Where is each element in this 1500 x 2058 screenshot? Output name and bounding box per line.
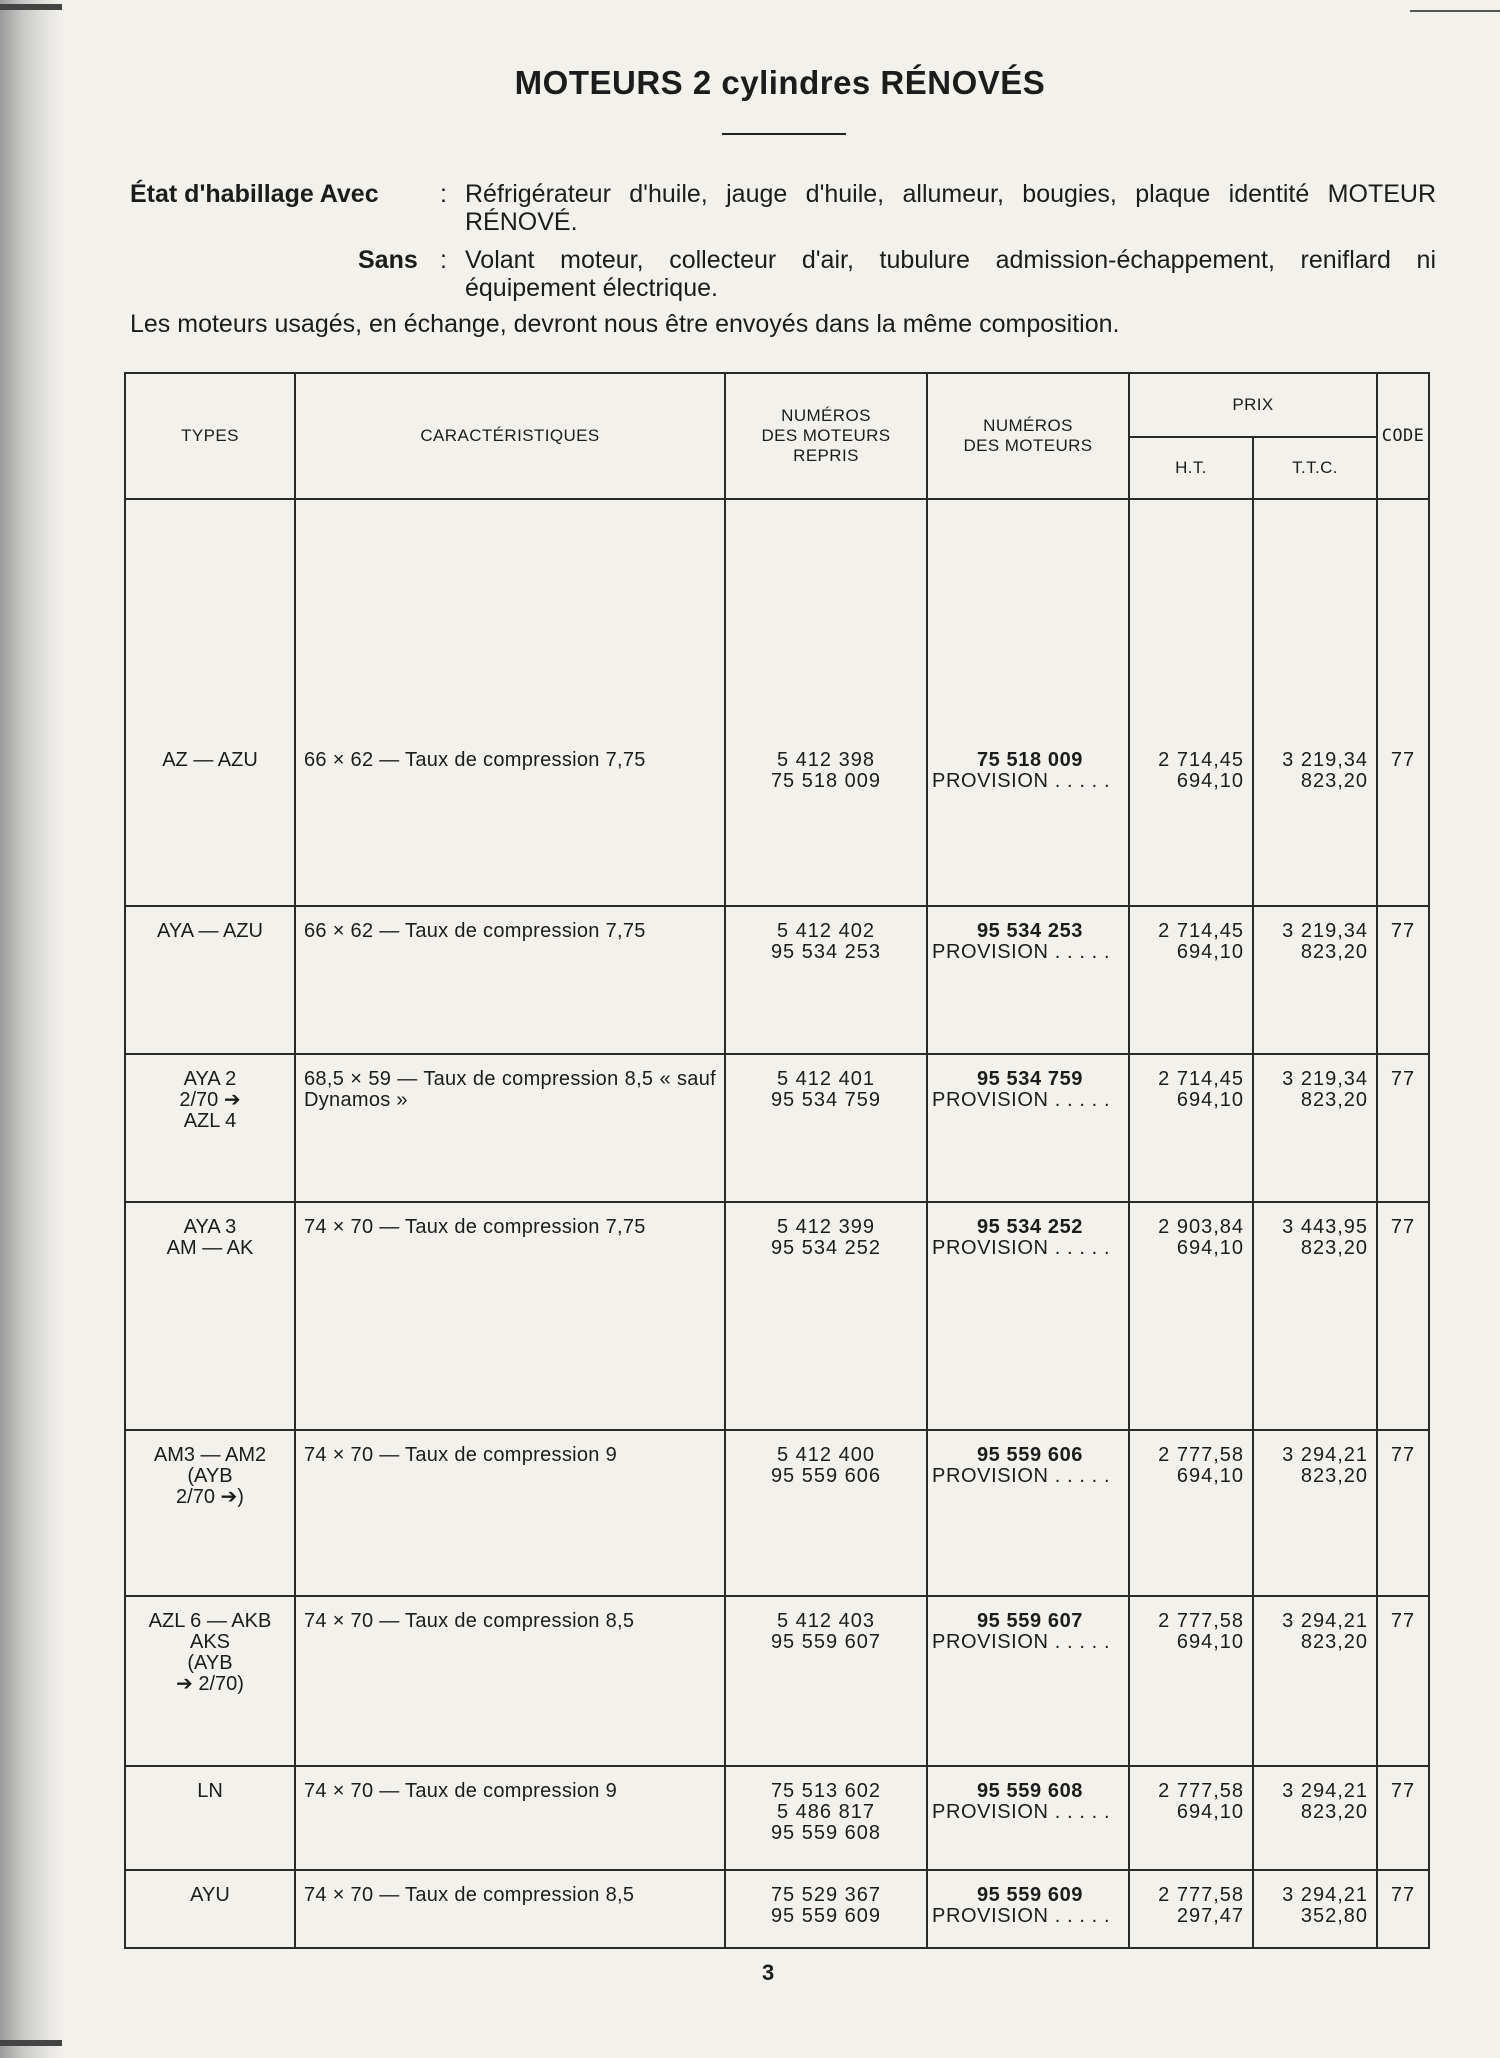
prix-ht-values [1130,1055,1252,1111]
blank-cell [295,499,725,736]
header-code-label: CODE [1381,426,1425,446]
table-row [125,1870,1429,1948]
type-text [126,1431,294,1508]
caracteristiques-cell [295,1430,725,1596]
header-repris [725,373,927,499]
repris-number: 95 559 607 [770,1631,882,1653]
moteur-cell [927,1202,1129,1430]
type-cell [125,736,295,906]
moteur-number: 95 559 606 [976,1444,1084,1466]
caracteristiques-cell [295,1596,725,1766]
page-title: MOTEURS 2 cylindres RÉNOVÉS [514,64,1046,101]
header-moteurs-line: NUMÉROS [983,416,1073,435]
type-line: AKS [189,1631,231,1653]
caracteristiques-cell [295,736,725,906]
prix-ttc-value: 823,20 [1300,770,1368,792]
type-text [126,1055,294,1132]
code-cell [1377,1870,1429,1948]
prix-ttc-value: 3 443,95 [1282,1216,1368,1238]
type-text [126,736,294,771]
code-cell [1377,1202,1429,1430]
type-line: AYU [190,1884,230,1906]
code-cell [1377,1430,1429,1596]
type-text [126,1871,294,1906]
header-repris-line: NUMÉROS [781,406,871,425]
table-row [125,1202,1429,1430]
repris-number: 75 518 009 [770,770,882,792]
prix-ht-value: 694,10 [1176,770,1244,792]
prix-ttc-value: 3 294,21 [1282,1610,1368,1632]
type-line: AZL 6 — AKB [148,1610,272,1632]
code-cell [1377,1596,1429,1766]
header-ht-label: H.T. [1175,458,1207,477]
prix-ttc-values [1254,1055,1376,1111]
prix-ht-value: 694,10 [1176,1089,1244,1111]
prix-ttc-cell [1253,906,1377,1054]
prix-ttc-values [1254,907,1376,963]
sans-colon: : [440,246,447,274]
prix-ttc-values [1254,1871,1376,1927]
caracteristiques-text: 74 × 70 — Taux de compression 7,75 [304,1216,646,1238]
code-value: 77 [1390,1780,1416,1802]
prix-ttc-cell [1253,1202,1377,1430]
caracteristiques-cell [295,1202,725,1430]
repris-number: 95 534 759 [770,1089,882,1111]
type-line: (AYB [187,1652,233,1674]
provision-label: PROVISION . . . . . [932,1905,1111,1927]
sans-text: Volant moteur, collecteur d'air, tubulure admission-échappement, reniflard ni équipement électrique. [465,246,1436,302]
blank-cell [125,499,295,736]
prix-ht-value: 297,47 [1176,1905,1244,1927]
type-line: AM — AK [166,1237,254,1259]
prix-ht-values [1130,907,1252,963]
repris-cell [725,1766,927,1870]
prix-ttc-value: 823,20 [1300,1631,1368,1653]
caracteristiques-text: 74 × 70 — Taux de compression 9 [304,1444,618,1466]
code-cell [1377,736,1429,906]
type-text [126,1767,294,1802]
caracteristiques-cell [295,1054,725,1202]
code-cell [1377,906,1429,1054]
prix-ttc-value: 823,20 [1300,941,1368,963]
type-text [126,1203,294,1259]
prix-ht-value: 2 777,58 [1158,1884,1244,1906]
caracteristiques-text: 66 × 62 — Taux de compression 7,75 [304,749,646,771]
moteur-numbers [928,1203,1128,1259]
type-line: AM3 — AM2 [153,1444,267,1466]
prix-ht-cell [1129,1054,1253,1202]
prix-ttc-value: 3 294,21 [1282,1884,1368,1906]
type-cell [125,1870,295,1948]
prix-ttc-values [1254,1431,1376,1487]
repris-cell [725,1870,927,1948]
header-moteurs-line: DES MOTEURS [963,436,1093,455]
repris-number: 5 412 402 [777,920,875,942]
repris-numbers [726,1431,926,1487]
repris-number: 5 412 403 [777,1610,875,1632]
table-row [125,1766,1429,1870]
type-line: AYA — AZU [157,920,263,942]
scan-edge-mark [0,4,62,10]
code-value: 77 [1390,1216,1416,1238]
type-text [126,1597,294,1695]
prix-ht-values [1130,736,1252,792]
blank-cell [1377,499,1429,736]
prix-ht-cell [1129,1202,1253,1430]
avec-colon: : [440,180,447,208]
prix-ht-value: 2 777,58 [1158,1610,1244,1632]
provision-label: PROVISION . . . . . [932,941,1111,963]
moteur-cell [927,736,1129,906]
prix-ht-value: 2 777,58 [1158,1444,1244,1466]
type-cell [125,1766,295,1870]
repris-number: 95 534 253 [770,941,882,963]
repris-cell [725,906,927,1054]
avec-label: État d'habillage Avec [130,180,379,208]
repris-numbers [726,1597,926,1653]
table-row [125,1430,1429,1596]
title-underline [722,133,846,135]
prix-ht-value: 2 777,58 [1158,1780,1244,1802]
prix-ht-values [1130,1203,1252,1259]
type-line: AZL 4 [183,1110,237,1132]
prix-ttc-values [1254,736,1376,792]
code-cell [1377,1766,1429,1870]
type-cell [125,1430,295,1596]
header-prix-label: PRIX [1232,395,1274,414]
type-line: 2/70 ➔ [179,1089,241,1111]
moteur-numbers [928,1871,1128,1927]
scan-edge-shadow [0,0,64,2058]
scan-corner-line [1410,10,1500,12]
caracteristiques-text: 74 × 70 — Taux de compression 8,5 [304,1610,635,1632]
prix-ht-value: 2 714,45 [1158,920,1244,942]
repris-cell [725,1202,927,1430]
prix-ht-value: 2 903,84 [1158,1216,1244,1238]
provision-label: PROVISION . . . . . [932,770,1111,792]
prix-ht-cell [1129,906,1253,1054]
code-value: 77 [1390,1884,1416,1906]
caracteristiques-text: 66 × 62 — Taux de compression 7,75 [304,920,646,942]
header-types [125,373,295,499]
prix-ht-values [1130,1871,1252,1927]
repris-cell [725,1596,927,1766]
repris-numbers [726,907,926,963]
sans-label: Sans [358,246,418,274]
repris-numbers [726,1871,926,1927]
type-line: AYA 2 [183,1068,237,1090]
moteur-numbers [928,736,1128,792]
type-cell [125,1202,295,1430]
prix-ht-value: 694,10 [1176,1237,1244,1259]
prix-ttc-value: 3 294,21 [1282,1444,1368,1466]
repris-number: 95 559 609 [770,1905,882,1927]
prix-ttc-value: 352,80 [1300,1905,1368,1927]
intro-note: Les moteurs usagés, en échange, devront nous être envoyés dans la même composition. [130,310,1120,338]
prix-ht-cell [1129,1596,1253,1766]
header-prix [1129,373,1377,437]
prix-ht-value: 2 714,45 [1158,1068,1244,1090]
prix-ttc-value: 823,20 [1300,1801,1368,1823]
prix-ttc-cell [1253,1596,1377,1766]
code-value: 77 [1390,920,1416,942]
code-value: 77 [1390,1444,1416,1466]
provision-label: PROVISION . . . . . [932,1237,1111,1259]
table-row [125,1596,1429,1766]
caracteristiques-text: 74 × 70 — Taux de compression 8,5 [304,1884,635,1906]
blank-cell [1129,499,1253,736]
prix-ttc-values [1254,1767,1376,1823]
type-line: LN [197,1780,223,1802]
header-types-label: TYPES [181,426,239,445]
moteur-numbers [928,1431,1128,1487]
caracteristiques-cell [295,1870,725,1948]
page-number: 3 [762,1960,775,1985]
type-line: ➔ 2/70) [176,1673,244,1695]
repris-numbers [726,1203,926,1259]
prix-ttc-cell [1253,736,1377,906]
type-line: AZ — AZU [162,749,258,771]
repris-number: 75 513 602 [770,1780,882,1802]
prix-ttc-value: 3 294,21 [1282,1780,1368,1802]
header-code [1377,373,1429,499]
moteur-number: 95 559 608 [976,1780,1084,1802]
moteur-number: 95 534 252 [976,1216,1084,1238]
type-line: (AYB [187,1465,233,1487]
avec-text: Réfrigérateur d'huile, jauge d'huile, allumeur, bougies, plaque identité MOTEUR RÉNOVÉ. [465,180,1436,236]
prix-ht-cell [1129,1870,1253,1948]
prix-ttc-value: 823,20 [1300,1465,1368,1487]
prix-ht-value: 694,10 [1176,1631,1244,1653]
repris-cell [725,736,927,906]
code-value: 77 [1390,1068,1416,1090]
type-line: 2/70 ➔) [176,1486,244,1508]
repris-cell [725,1054,927,1202]
type-cell [125,1596,295,1766]
scan-edge-mark [0,2040,62,2046]
header-caracteristiques [295,373,725,499]
prix-ttc-value: 3 219,34 [1282,920,1368,942]
repris-number: 75 529 367 [770,1884,882,1906]
header-repris-line: DES MOTEURS [761,426,891,445]
prix-ht-values [1130,1431,1252,1487]
repris-numbers [726,1055,926,1111]
provision-label: PROVISION . . . . . [932,1089,1111,1111]
prix-ht-values [1130,1597,1252,1653]
moteur-cell [927,1596,1129,1766]
prix-ttc-values [1254,1597,1376,1653]
repris-cell [725,1430,927,1596]
type-text [126,907,294,942]
repris-number: 95 559 608 [770,1822,882,1844]
prix-ht-value: 694,10 [1176,1801,1244,1823]
prix-ttc-value: 823,20 [1300,1237,1368,1259]
repris-numbers [726,736,926,792]
moteur-numbers [928,1055,1128,1111]
repris-numbers [726,1767,926,1844]
blank-cell [725,499,927,736]
type-cell [125,906,295,1054]
prix-ht-value: 2 714,45 [1158,749,1244,771]
moteur-numbers [928,907,1128,963]
blank-row [125,499,1429,736]
prix-ht-cell [1129,736,1253,906]
repris-number: 5 412 401 [777,1068,875,1090]
prix-ttc-cell [1253,1870,1377,1948]
code-value: 77 [1390,1610,1416,1632]
repris-number: 95 534 252 [770,1237,882,1259]
header-ht [1129,437,1253,499]
prix-ttc-cell [1253,1430,1377,1596]
prix-ht-value: 694,10 [1176,941,1244,963]
header-ttc [1253,437,1377,499]
moteur-cell [927,1430,1129,1596]
table-row [125,906,1429,1054]
blank-cell [1253,499,1377,736]
caracteristiques-text: 68,5 × 59 — Taux de compression 8,5 « sauf Dynamos » [304,1068,716,1111]
engines-table [124,372,1430,1949]
moteur-cell [927,906,1129,1054]
prix-ht-cell [1129,1766,1253,1870]
moteur-cell [927,1766,1129,1870]
prix-ht-value: 694,10 [1176,1465,1244,1487]
provision-label: PROVISION . . . . . [932,1631,1111,1653]
header-ttc-label: T.T.C. [1292,458,1338,477]
repris-number: 5 412 398 [777,749,875,771]
moteur-cell [927,1870,1129,1948]
prix-ttc-cell [1253,1766,1377,1870]
table-row [125,1054,1429,1202]
repris-number: 95 559 606 [770,1465,882,1487]
provision-label: PROVISION . . . . . [932,1465,1111,1487]
type-cell [125,1054,295,1202]
moteur-numbers [928,1767,1128,1823]
type-line: AYA 3 [183,1216,237,1238]
prix-ttc-cell [1253,1054,1377,1202]
header-caracteristiques-label: CARACTÉRISTIQUES [420,426,600,445]
moteur-number: 95 534 759 [976,1068,1084,1090]
caracteristiques-text: 74 × 70 — Taux de compression 9 [304,1780,618,1802]
moteur-number: 95 534 253 [976,920,1084,942]
code-cell [1377,1054,1429,1202]
moteur-number: 95 559 609 [976,1884,1084,1906]
repris-number: 5 486 817 [777,1801,875,1823]
caracteristiques-cell [295,1766,725,1870]
prix-ttc-value: 823,20 [1300,1089,1368,1111]
table-row [125,736,1429,906]
header-moteurs [927,373,1129,499]
prix-ttc-value: 3 219,34 [1282,1068,1368,1090]
prix-ttc-value: 3 219,34 [1282,749,1368,771]
blank-cell [927,499,1129,736]
moteur-cell [927,1054,1129,1202]
header-repris-line: REPRIS [793,446,859,465]
provision-label: PROVISION . . . . . [932,1801,1111,1823]
moteur-number: 95 559 607 [976,1610,1084,1632]
moteur-numbers [928,1597,1128,1653]
code-value: 77 [1390,749,1416,771]
prix-ht-values [1130,1767,1252,1823]
repris-number: 5 412 400 [777,1444,875,1466]
moteur-number: 75 518 009 [976,749,1084,771]
repris-number: 5 412 399 [777,1216,875,1238]
prix-ttc-values [1254,1203,1376,1259]
prix-ht-cell [1129,1430,1253,1596]
caracteristiques-cell [295,906,725,1054]
